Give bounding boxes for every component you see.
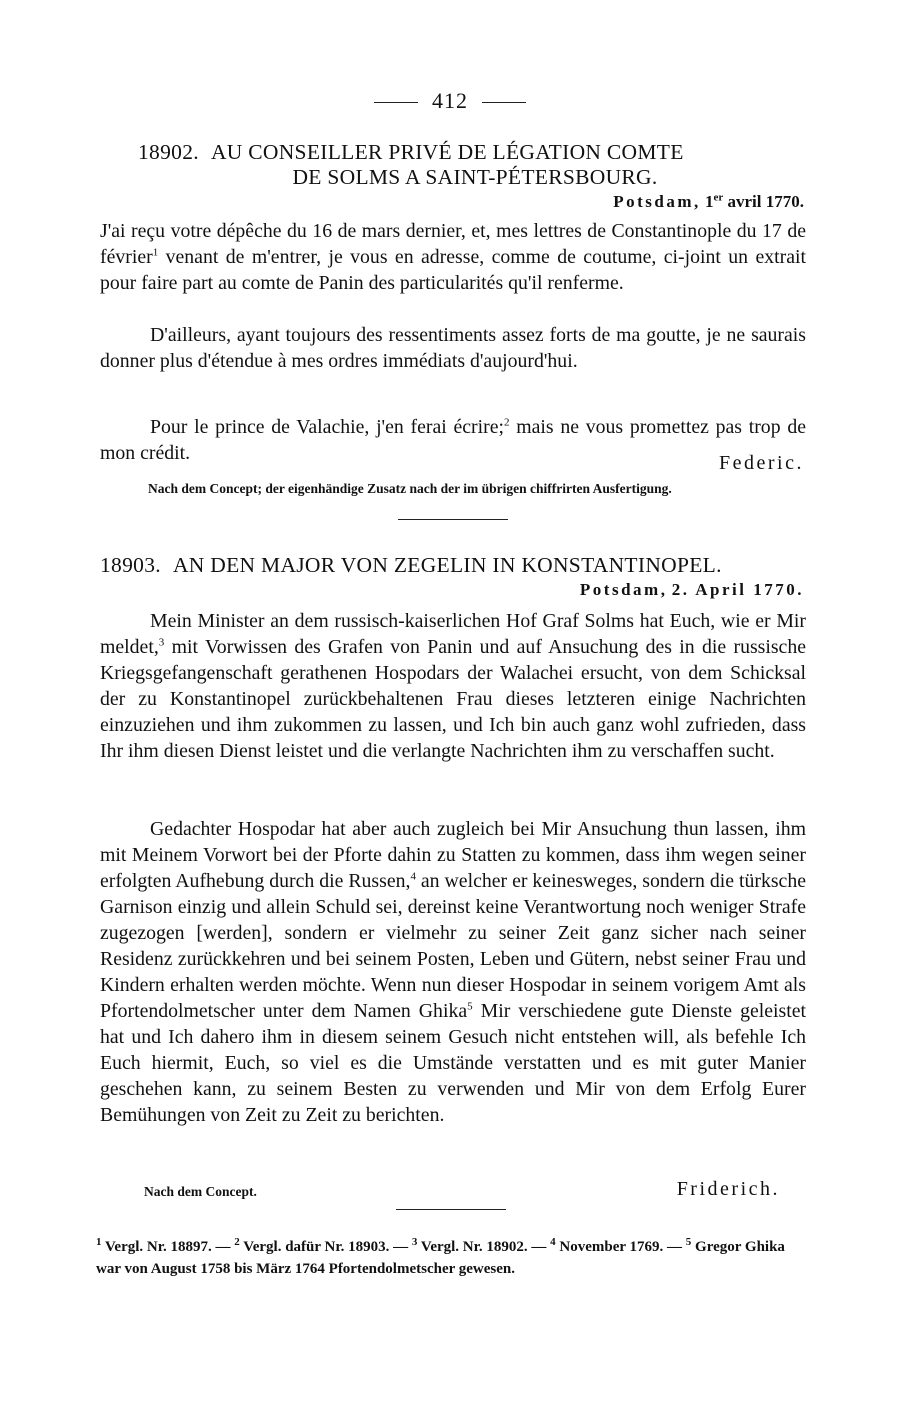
letter-1-number: 18902. xyxy=(138,140,199,164)
footnote-1: $^1$ Vergl. Nr. 18897. — xyxy=(96,1236,235,1255)
letter-2-title: AN DEN MAJOR VON ZEGELIN IN KONSTANTINOPEL. xyxy=(172,553,722,577)
letter-1-paragraph-3: Pour le prince de Valachie, j'en ferai écrire;$^2$ mais ne vous promettez pas trop de mon crédit. xyxy=(100,416,806,464)
letter-2-place-date: Potsdam, 2. April 1770. xyxy=(579,580,804,599)
letter-1-place-date: Potsdam, 1er avril 1770. xyxy=(613,191,804,211)
letter-1-heading xyxy=(138,140,798,190)
page-number: 412 xyxy=(432,88,468,113)
footnote-divider xyxy=(396,1209,506,1210)
footnote-ref-5: 5 xyxy=(467,1000,473,1013)
header-dash-right xyxy=(482,102,526,103)
letter-1-signature: Federic. xyxy=(719,452,804,474)
letter-2-heading xyxy=(100,553,810,578)
letter-1-source-note: Nach dem Concept; der eigenhändige Zusatz nach der im übrigen chiffrirten Ausfertigung. xyxy=(148,481,672,496)
letter-2-source-note: Nach dem Concept. xyxy=(144,1184,257,1199)
footnote-4: $^4$ November 1769. — xyxy=(550,1236,686,1255)
page-header xyxy=(0,88,900,114)
footnote-3: $^3$ Vergl. Nr. 18902. — xyxy=(411,1236,551,1255)
letter-1-title-line2: DE SOLMS A SAINT-PÉTERSBOURG. xyxy=(292,165,658,189)
letter-1-title-line1: AU CONSEILLER PRIVÉ DE LÉGATION COMTE xyxy=(210,140,684,164)
footnote-ref-1: 1 xyxy=(152,246,159,259)
letter-2-paragraph-2: Gedachter Hospodar hat aber auch zugleich bei Mir Ansuchung thun lassen, ihm mit Meinem Vorwort bei der Pforte dahin zu Statten zu kommen, dass ihm wegen seiner erfolgten Aufhebung durch die Russen,$^4$ an welcher er keinesweges, sondern die türksche Garnison einzig und allein Schuld sei, dereinst keine Verantwortung noch weniger Strafe zugezogen [werden], sondern er vielmehr zu seiner Zeit ganz sicher nach seiner Residenz zurückkehren und bei seinem Posten, Leben und Gütern, nebst seiner Frau und Kindern erhalten werden möchte. Wenn nun dieser Hospodar in seinem vorigem Amt als Pfortendolmetscher unter dem Namen Ghika$^5$ Mir verschiedene gute Dienste geleistet hat und Ich dahero ihm in diesem seinem Gesuch nicht entstehen will, als befehle Ich Euch hiermit, Euch, so viel es die Umstände verstatten und es mit guter Manier geschehen kann, zu seinem Besten zu verwenden und Mir von dem Erfolg Eurer Bemühungen von Zeit zu Zeit zu berichten. xyxy=(100,818,806,1126)
footnote-2: $^2$ Vergl. dafür Nr. 18903. — xyxy=(234,1236,412,1255)
section-divider xyxy=(398,519,508,520)
letter-2-number: 18903. xyxy=(100,553,161,577)
header-dash-left xyxy=(374,102,418,103)
letter-1-paragraph-2: D'ailleurs, ayant toujours des ressentiments assez forts de ma goutte, je ne saurais donner plus d'étendue à mes ordres immédiats d'aujourd'hui. xyxy=(100,324,806,372)
letter-1-paragraph-1: J'ai reçu votre dépêche du 16 de mars dernier, et, mes lettres de Constantinople du 17 de février$^1$ venant de m'entrer, je vous en adresse, comme de coutume, ci-joint un extrait pour faire part au comte de Panin des particularités qu'il renferme. xyxy=(100,220,806,294)
footnote-5: $^5$ Gregor Ghika war von August 1758 bis März 1764 Pfortendolmetscher gewesen. xyxy=(96,1236,785,1277)
footnote-ref-4: 4 xyxy=(410,870,416,883)
footnote-ref-3: 3 xyxy=(158,636,165,649)
footnote-ref-2: 2 xyxy=(504,416,510,429)
letter-2-paragraph-1: Mein Minister an dem russisch-kaiserlichen Hof Graf Solms hat Euch, wie er Mir meldet,$^3$ mit Vorwissen des Grafen von Panin und auf Ansuchung des in die russische Kriegsgefangenschaft gerathenen Hospodars der Walachei ersucht, von dem Schicksal der zu Konstantinopel zurückbehaltenen Frau dieses letzteren einige Nachrichten einzuziehen und ihm zukommen zu lassen, und Ich bin auch ganz wohl zufrieden, dass Ihr ihm diesen Dienst leistet und die verlangte Nachrichten ihm zu verschaffen sucht. xyxy=(100,610,806,762)
footnotes xyxy=(96,1236,808,1280)
letter-2-signature: Friderich. xyxy=(676,1178,780,1200)
